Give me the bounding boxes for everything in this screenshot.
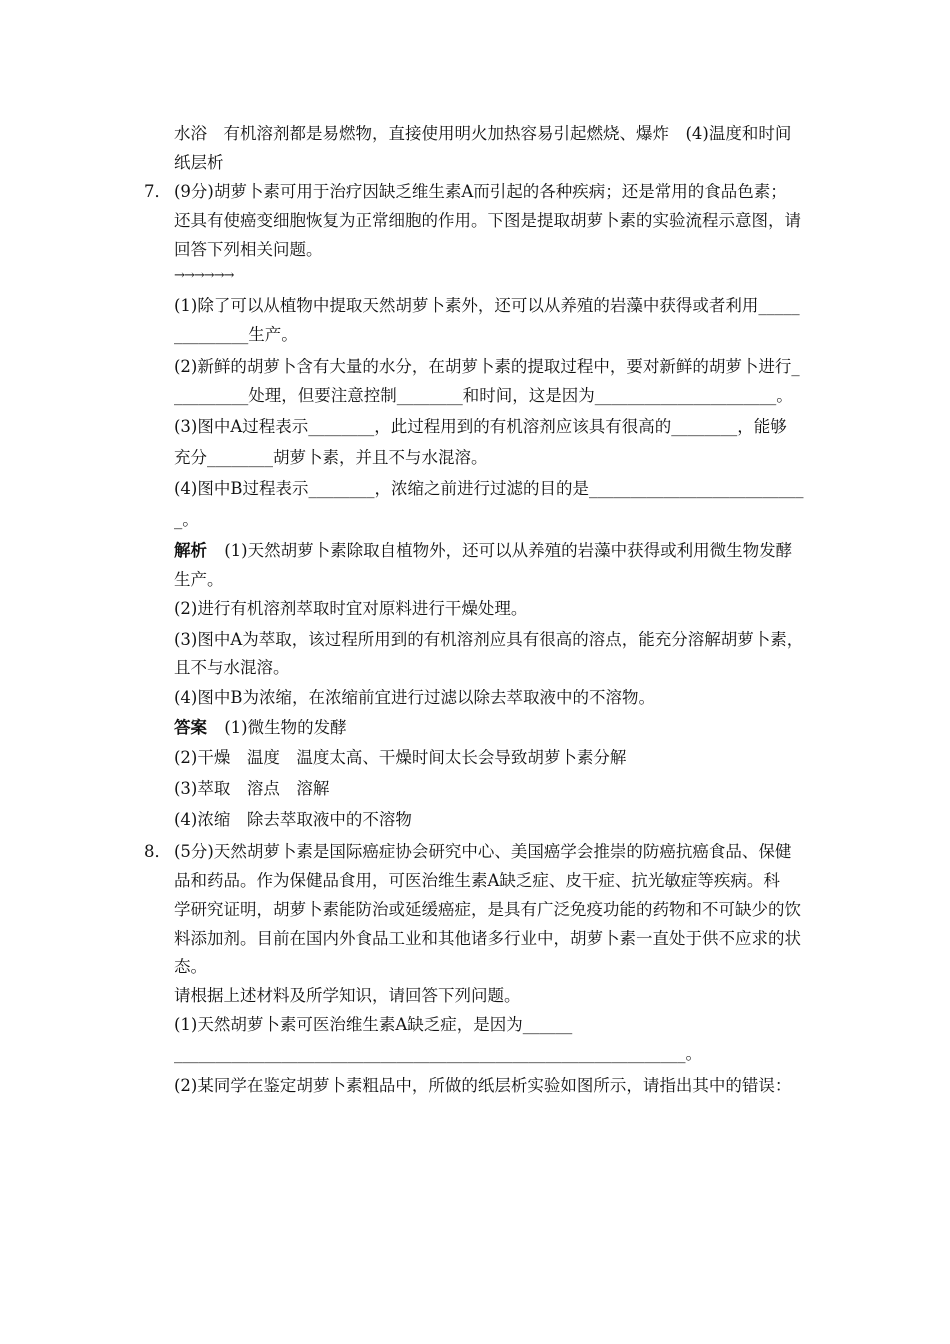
- question-7-stem-3: 回答下列相关问题。: [174, 240, 323, 259]
- question-8-stem-1: (5分)天然胡萝卜素是国际癌症协会研究中心、美国癌学会推崇的防癌抗癌食品、保健: [174, 842, 792, 861]
- question-8-stem-5: 态。: [174, 957, 207, 976]
- question-8-number: 8．: [144, 842, 171, 861]
- question-7-stem-1: (9分)胡萝卜素可用于治疗因缺乏维生素A而引起的各种疾病；还是常用的食品色素；: [174, 182, 787, 201]
- answer-text-1: (1)微生物的发酵: [224, 718, 347, 737]
- analysis-label: 解析: [174, 541, 207, 560]
- question-8-part-2: (2)某同学在鉴定胡萝卜素粗品中，所做的纸层析实验如图所示，请指出其中的错误：: [174, 1076, 792, 1095]
- answer-line-1: [174, 716, 347, 740]
- answer-label: 答案: [174, 718, 207, 737]
- question-8-stem-2: 品和药品。作为保健品食用，可医治维生素A缺乏症、皮干症、抗光敏症等疾病。科: [174, 871, 780, 890]
- question-8-stem-3: 学研究证明，胡萝卜素能防治或延缓癌症，是具有广泛免疫功能的药物和不可缺少的饮: [174, 900, 801, 919]
- question-7-part-4-a: (4)图中B过程表示________，浓缩之前进行过滤的目的是__________________________: [174, 479, 804, 498]
- question-7-part-2-b: _________处理，但要注意控制________和时间，这是因为______________________。: [174, 386, 793, 405]
- answer-line-2: (2)干燥 温度 温度太高、干燥时间太长会导致胡萝卜素分解: [174, 748, 627, 767]
- analysis-line-3a: (3)图中A为萃取，该过程所用到的有机溶剂应具有很高的溶点，能充分溶解胡萝卜素，: [174, 630, 804, 649]
- question-8-part-1-a: (1)天然胡萝卜素可医治维生素A缺乏症，是因为______: [174, 1015, 573, 1034]
- question-8-instruction: 请根据上述材料及所学知识，请回答下列问题。: [174, 986, 521, 1005]
- answer-line-4: (4)浓缩 除去萃取液中的不溶物: [174, 810, 412, 829]
- prev-answer-line-2: 纸层析: [174, 153, 224, 172]
- question-7-part-3-b: 充分________胡萝卜素，并且不与水混溶。: [174, 448, 488, 467]
- analysis-line-1: [174, 539, 792, 563]
- flow-diagram-arrows: →→→→→→: [174, 268, 234, 283]
- analysis-text-1: (1)天然胡萝卜素除取自植物外，还可以从养殖的岩藻中获得或利用微生物发酵: [224, 541, 793, 560]
- question-8-part-1-b: ______________________________________________________________。: [174, 1044, 702, 1063]
- answer-line-3: (3)萃取 溶点 溶解: [174, 779, 330, 798]
- analysis-line-1b: 生产。: [174, 570, 224, 589]
- prev-answer-line-1: 水浴 有机溶剂都是易燃物，直接使用明火加热容易引起燃烧、爆炸 (4)温度和时间: [174, 124, 792, 143]
- question-7-part-1-a: (1)除了可以从植物中提取天然胡萝卜素外，还可以从养殖的岩藻中获得或者利用_____: [174, 296, 800, 315]
- question-7-part-4-b: _。: [174, 510, 199, 529]
- question-7-stem-2: 还具有使癌变细胞恢复为正常细胞的作用。下图是提取胡萝卜素的实验流程示意图，请: [174, 211, 801, 230]
- analysis-line-4: (4)图中B为浓缩，在浓缩前宜进行过滤以除去萃取液中的不溶物。: [174, 688, 655, 707]
- question-7-part-1-b: _________生产。: [174, 325, 298, 344]
- analysis-line-3b: 且不与水混溶。: [174, 658, 290, 677]
- question-7-part-2-a: (2)新鲜的胡萝卜含有大量的水分，在胡萝卜素的提取过程中，要对新鲜的胡萝卜进行_: [174, 357, 800, 376]
- question-8-stem-4: 料添加剂。目前在国内外食品工业和其他诸多行业中，胡萝卜素一直处于供不应求的状: [174, 929, 801, 948]
- analysis-line-2: (2)进行有机溶剂萃取时宜对原料进行干燥处理。: [174, 599, 528, 618]
- question-7-part-3-a: (3)图中A过程表示________，此过程用到的有机溶剂应该具有很高的________，能够: [174, 417, 787, 436]
- question-7-number: 7．: [144, 182, 171, 201]
